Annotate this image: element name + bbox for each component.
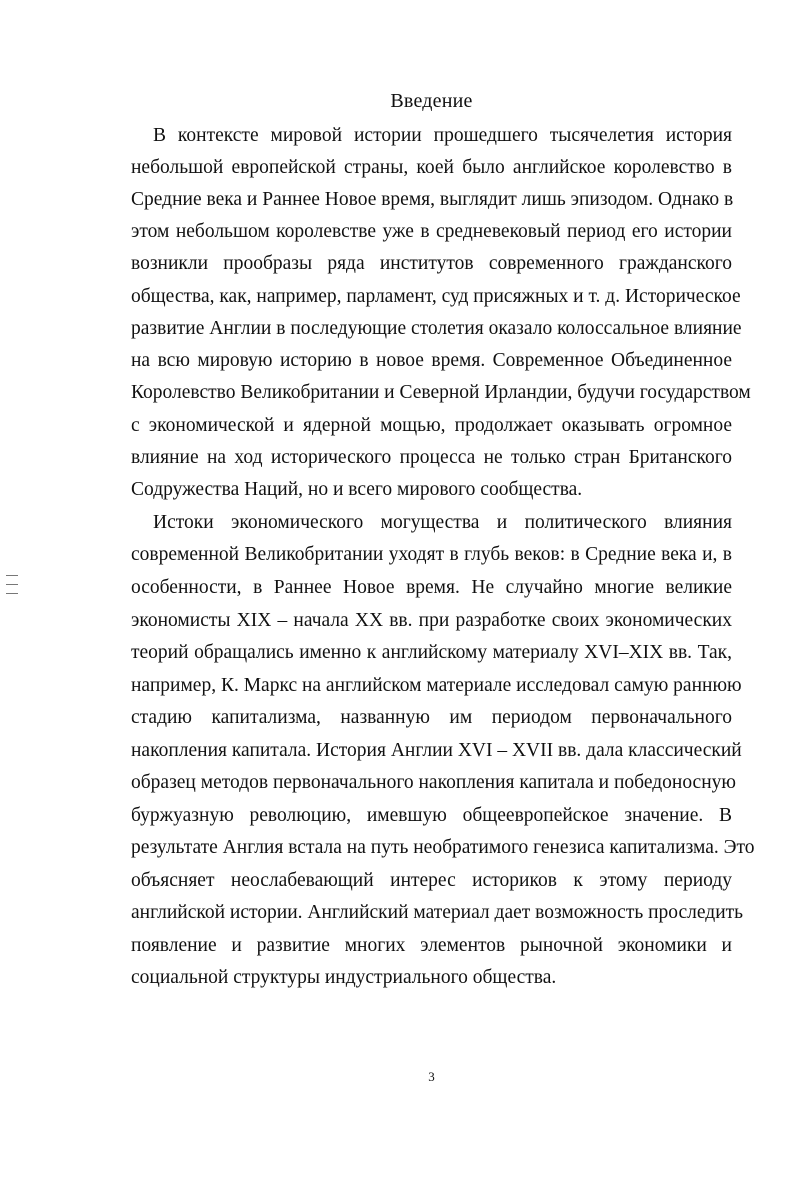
text-line: В контексте мировой истории прошедшего тысячелетия история [153,125,732,146]
text-line: влияние на ход исторического процесса не только стран Британского [131,447,732,468]
text-line: теорий обращались именно к английскому материалу XVI–XIX вв. Так, [131,642,732,663]
text-line: экономисты XIX – начала XX вв. при разработке своих экономических [131,610,732,631]
text-line: стадию капитализма, названную им периодом первоначального [131,707,732,728]
text-line: общества, как, например, парламент, суд присяжных и т. д. Историческое [131,286,741,307]
text-line: Содружества Наций, но и всего мирового сообщества. [131,479,583,500]
text-line: образец методов первоначального накопления капитала и победоносную [131,772,736,793]
page-title: Введение [390,90,473,112]
text-line: объясняет неослабевающий интерес историков к этому периоду [131,870,732,891]
text-line: накопления капитала. История Англии XVI – XVII вв. дала классический [131,740,742,761]
scan-margin-marks [6,575,20,605]
text-line: Королевство Великобритании и Северной Ирландии, будучи государством [131,382,751,403]
text-line: Истоки экономического могущества и политического влияния [153,512,732,533]
text-line: буржуазную революцию, имевшую общеевропейское значение. В [131,805,732,826]
text-line: на всю мировую историю в новое время. Современное Объединенное [131,350,732,371]
text-line: появление и развитие многих элементов рыночной экономики и [131,935,732,956]
text-line: английской истории. Английский материал дает возможность проследить [131,902,744,923]
text-line: результате Англия встала на путь необратимого генезиса капитализма. Это [131,837,755,858]
text-line: особенности, в Раннее Новое время. Не случайно многие великие [131,577,732,598]
text-line: например, К. Маркс на английском материале исследовал самую раннюю [131,675,742,696]
text-line: развитие Англии в последующие столетия оказало колоссальное влияние [131,318,742,339]
text-line: небольшой европейской страны, коей было английское королевство в [131,157,732,178]
text-line: Средние века и Раннее Новое время, выглядит лишь эпизодом. Однако в [131,189,734,210]
text-line: возникли прообразы ряда институтов современного гражданского [131,253,732,274]
text-line: этом небольшом королевстве уже в средневековый период его истории [131,221,732,242]
page-number: 3 [428,1069,435,1084]
text-line: с экономической и ядерной мощью, продолжает оказывать огромное [131,415,732,436]
text-line: современной Великобритании уходят в глубь веков: в Средние века и, в [131,544,732,565]
text-line: социальной структуры индустриального общества. [131,967,557,988]
